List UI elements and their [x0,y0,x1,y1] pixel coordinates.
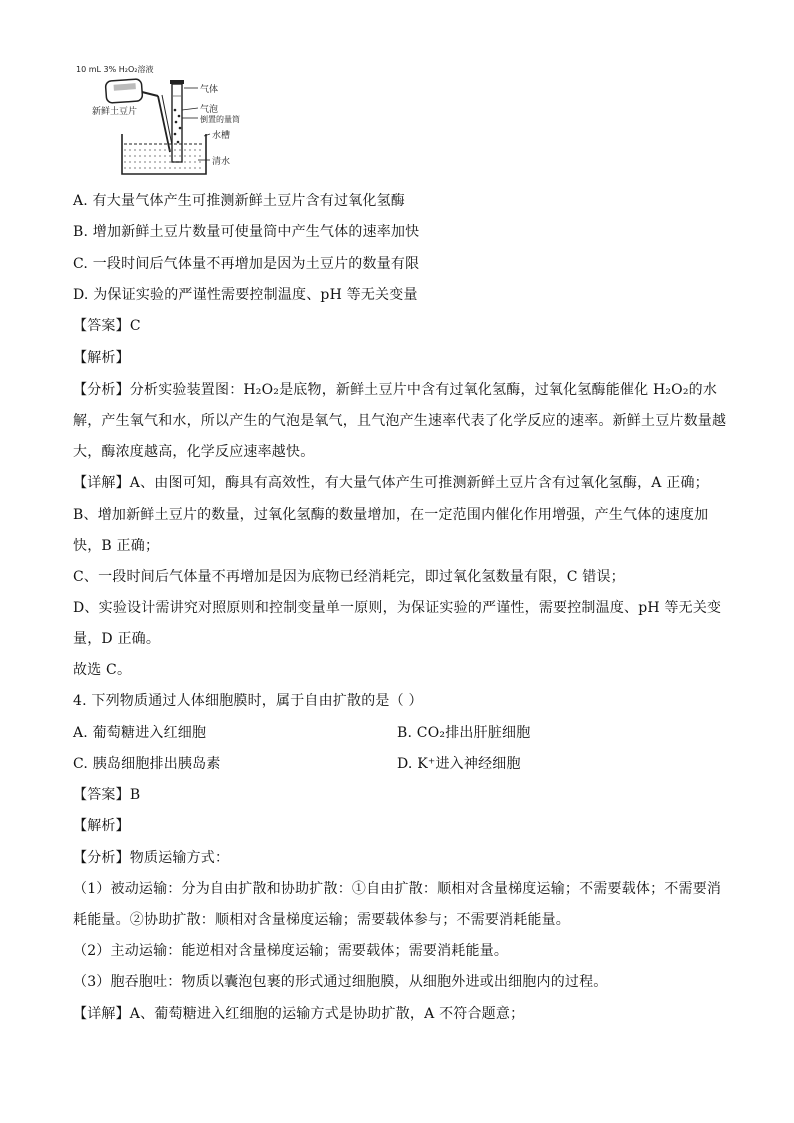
figure-label-solution: 10 mL 3% H₂O₂溶液 [76,65,154,74]
q4-fenxi-line-5: （3）胞吞胞吐：物质以囊泡包裹的形式通过细胞膜，从细胞外进或出细胞内的过程。 [73,974,608,990]
q4-options-row-1 [73,723,531,743]
figure-label-bubble: 气泡 [200,105,219,115]
experiment-apparatus-figure [74,62,274,178]
q3-fenxi-line-3: 大，酶浓度越高，化学反应速率越快。 [73,444,315,460]
q4-answer-label: 【答案】 [73,787,130,803]
q4-fenxi-line-2: （1）被动运输：分为自由扩散和协助扩散：①自由扩散：顺相对含量梯度运输；不需要载体；不需要消 [73,881,722,897]
q4-option-d: D. K⁺进入神经细胞 [397,756,521,772]
q3-fenxi-line-1: 【分析】分析实验装置图：H₂O₂是底物，新鲜土豆片中含有过氧化氢酶，过氧化氢酶能催化 H₂O₂的水 [73,382,718,398]
q3-xiangjie-line-2: B、增加新鲜土豆片的数量，过氧化氢酶的数量增加，在一定范围内催化作用增强，产生气体的速度加 [73,507,709,523]
q3-fenxi-line-2: 解，产生氧气和水，所以产生的气泡是氧气，且气泡产生速率代表了化学反应的速率。新鲜土豆片数量越 [73,413,727,429]
q4-options-row-2 [73,754,521,774]
q3-answer-label: 【答案】 [73,318,130,334]
figure-label-cylinder: 倒置的量筒 [200,115,240,124]
q3-option-b: B. 增加新鲜土豆片数量可使量筒中产生气体的速率加快 [73,224,420,240]
q4-stem: 4. 下列物质通过人体细胞膜时，属于自由扩散的是（ ） [73,693,423,709]
q4-answer [73,785,140,805]
q3-xiangjie-line-3: 快，B 正确； [73,538,160,554]
q3-option-a: A. 有大量气体产生可推测新鲜土豆片含有过氧化氢酶 [73,193,406,209]
q3-analysis-label: 【解析】 [73,350,130,366]
figure-label-gas: 气体 [200,85,219,95]
q4-option-c: C. 胰岛细胞排出胰岛素 [73,756,221,772]
inverted-cylinder-icon [170,80,184,162]
figure-label-water: 清水 [212,157,231,167]
q4-xiangjie-line-1: 【详解】A、葡萄糖进入红细胞的运输方式是协助扩散，A 不符合题意； [73,1006,525,1022]
figure-label-trough: 水槽 [212,131,231,141]
q3-xiangjie-line-4: C、一段时间后气体量不再增加是因为底物已经消耗完，即过氧化氢数量有限，C 错误； [73,569,625,585]
water-trough-icon [122,134,206,174]
q3-xiangjie-line-7: 故选 C。 [73,662,132,678]
q3-option-d: D. 为保证实验的严谨性需要控制温度、pH 等无关变量 [73,287,418,303]
q3-xiangjie-line-6: 量，D 正确。 [73,631,161,647]
q4-answer-value: B [129,787,141,803]
q3-option-c: C. 一段时间后气体量不再增加是因为土豆片的数量有限 [73,256,420,272]
q4-option-a: A. 葡萄糖进入红细胞 [73,725,207,741]
q3-answer [73,316,141,336]
figure-label-potato: 新鲜土豆片 [92,107,138,117]
q4-fenxi-line-1: 【分析】物质运输方式： [73,850,230,866]
q3-xiangjie-line-1: 【详解】A、由图可知，酶具有高效性，有大量气体产生可推测新鲜土豆片含有过氧化氢酶，A 正确； [73,475,709,491]
q4-fenxi-line-3: 耗能量。②协助扩散：顺相对含量梯度运输；需要载体参与；不需要消耗能量。 [73,912,570,928]
q3-answer-value: C [129,318,141,334]
q4-analysis-label: 【解析】 [73,818,130,834]
q3-xiangjie-line-5: D、实验设计需讲究对照原则和控制变量单一原则，为保证实验的严谨性，需要控制温度、pH 等无关变 [73,600,722,616]
q4-fenxi-line-4: （2）主动运输：能逆相对含量梯度运输；需要载体；需要消耗能量。 [73,943,509,959]
q4-option-b: B. CO₂排出肝脏细胞 [397,725,531,741]
